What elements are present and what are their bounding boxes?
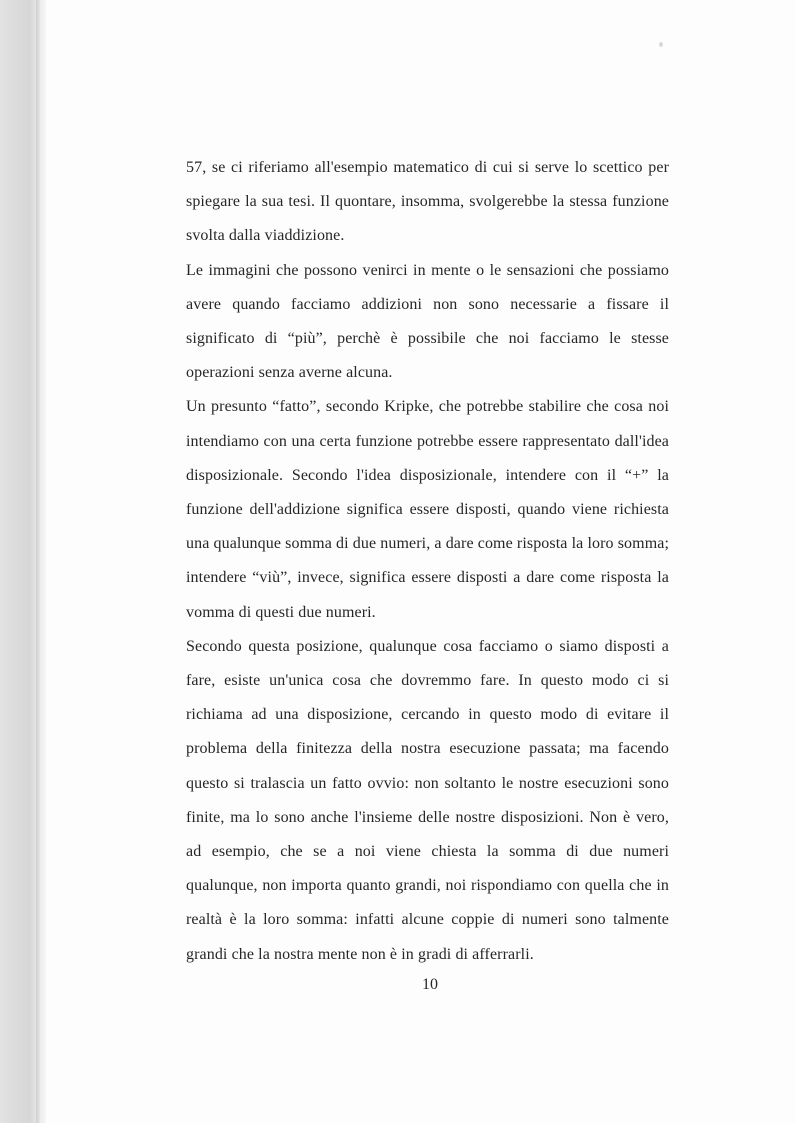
binding-line xyxy=(36,0,40,1123)
paragraph-1: 57, se ci riferiamo all'esempio matematico di cui si serve lo scettico per spiegare la sua tesi. Il quontare, insomma, svolgerebbe la stessa funzione svolta dalla viaddizione. xyxy=(186,159,669,245)
paragraph-4: Secondo questa posizione, qualunque cosa facciamo o siamo disposti a fare, esiste un'unica cosa che dovremmo fare. In questo modo ci si richiama ad una disposizione, cercando in questo modo di evitare il problema della finitezza della nostra esecuzione passata; ma facendo questo si tralascia un fatto ovvio: non soltanto le nostre esecuzioni sono finite, ma lo sono anche l'insieme delle nostre disposizioni. Non è vero, ad esempio, che se a noi viene chiesta la somma di due numeri qualunque, non importa quanto grandi, noi rispondiamo con quella che in realtà è la loro somma: infatti alcune coppie di numeri sono talmente grandi che la nostra mente non è in gradi di afferrarli. xyxy=(186,637,669,963)
page-number: 10 xyxy=(422,976,438,993)
paper-speck xyxy=(659,42,663,47)
body-text xyxy=(186,151,669,972)
paragraph-2: Le immagini che possono venirci in mente o le sensazioni che possiamo avere quando facciamo addizioni non sono necessarie a fissare il significato di “più”, perchè è possibile che noi facciamo le stesse operazioni senza averne alcuna. xyxy=(186,261,669,382)
paragraph-3: Un presunto “fatto”, secondo Kripke, che potrebbe stabilire che cosa noi intendiamo con una certa funzione potrebbe essere rappresentato dall'idea disposizionale. Secondo l'idea disposizionale, intendere con il “+” la funzione dell'addizione significa essere disposti, quando viene richiesta una qualunque somma di due numeri, a dare come risposta la loro somma; intendere “viù”, invece, significa essere disposti a dare come risposta la vomma di questi due numeri. xyxy=(186,398,669,621)
